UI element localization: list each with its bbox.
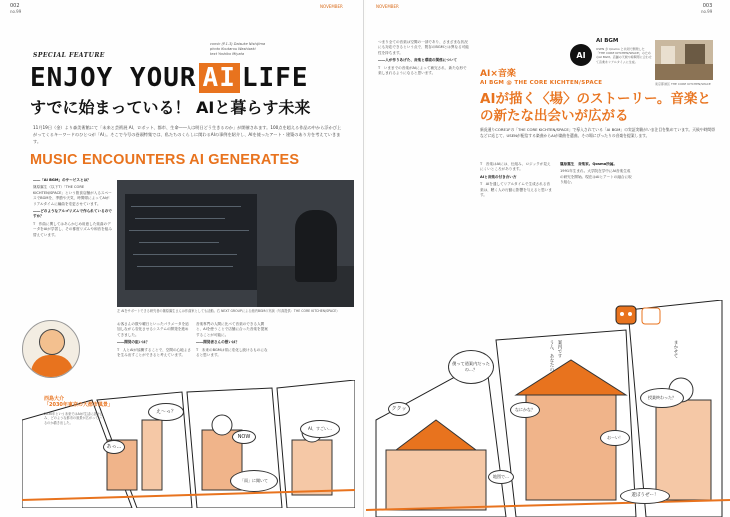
- speech-bubble: AI、すごい…: [300, 420, 340, 438]
- speech-bubble: NOW: [232, 430, 256, 444]
- answer-text: T いままでの音楽がAIによって補完され、新たな形で楽しまれるようになると思います。: [378, 65, 467, 76]
- right-folio-title: [376, 4, 399, 9]
- title-pre: ENJOY YOUR: [30, 63, 197, 93]
- speech-bubble: え〜っ？: [148, 403, 184, 421]
- speech-bubble: 地図で…: [488, 470, 514, 484]
- issue-number: no.99: [10, 9, 22, 14]
- speech-bubble: あっ…: [103, 440, 125, 454]
- profile-text: 1991年生まれ。大学院在学中にAI音楽生成の研究を開始。現在はAIとアートの融合に取り組む。: [560, 169, 632, 185]
- body-text: T 音楽はAIには、仕組み、ロジックが見えにくいところがあります。: [480, 162, 551, 172]
- folio-title: NOVEMBER: [320, 4, 343, 9]
- speech-bubble: ククッ: [388, 402, 410, 416]
- question-text: ――人が作りあげた、音楽と環境の関係について: [378, 58, 457, 63]
- speech-bubble: 授業終わった？: [640, 388, 684, 408]
- question-text: ――「AI BGM」のサービスとは？: [33, 178, 91, 182]
- manga-strip-right: [366, 300, 730, 517]
- ai-bgm-description: USEN が Qosmo と共同で開発した「THE CORE KITCHEN/SPACE」のためのAI BGM。店舗の天候や時間帯に合わせて音楽をリアルタイムに生成。: [596, 47, 652, 64]
- speech-bubble: 僕って道案内だったの…？: [448, 350, 494, 384]
- profile-name: 篠原翼生 音楽家。Qosmo所属。: [560, 162, 618, 166]
- article-heading: AIが描く〈場〉のストーリー。音楽との新たな出会いが広がる: [480, 91, 711, 124]
- venue-caption: 東京都港区 THE CORE KITCHEN/SPACE: [655, 82, 711, 86]
- author-description: 2030年という未来ではAIが生活に溶け込み、どのような都市の風景が広がっているのか描き出した。: [44, 412, 104, 425]
- speech-bubble: 「雨」に聞いて: [230, 470, 278, 492]
- right-folio: [701, 4, 712, 14]
- question-text: ――開発の狙いは？: [117, 340, 150, 345]
- feature-subtitle: すでに始まっている！ AIと暮らす未来: [30, 98, 311, 117]
- answer-text: T 人とAIが協働することで、空間の心地よさを生み出すことができると考えています。: [117, 347, 191, 358]
- question-text: AIと音楽の付き合い方: [480, 174, 517, 179]
- manga-strip-left: [22, 380, 355, 508]
- answer-text: T 未来のBGMは常に変化し続けるものになると思います。: [196, 347, 268, 358]
- feature-title: [30, 63, 308, 93]
- manga-illustration-left: [22, 380, 355, 508]
- question-text: ――どのようなアルゴリズムで作られているのですか？: [33, 209, 112, 219]
- vertical-text: まかせて: [673, 340, 678, 358]
- interview-photo: [117, 180, 354, 307]
- venue-photo: [655, 40, 713, 80]
- answer-text: 篠原翼生（以下T）「THE CORE KICHTEN/SPACE」という飲食店舗が入るスペースでBGMを、季節や天気、時間帯によってAIがリアルタイムに編曲を変更させています。: [33, 185, 112, 206]
- section-subheading: AI BGM @ THE CORE KICHTEN/SPACE: [480, 80, 603, 86]
- manga-illustration-right: [366, 300, 730, 517]
- title-post: LIFE: [241, 63, 309, 93]
- author-portrait: [22, 320, 80, 378]
- vertical-text: うん、あなたの: [549, 340, 554, 372]
- screen-display: [125, 194, 257, 290]
- left-folio-title: [320, 4, 343, 9]
- folio-title: NOVEMBER: [376, 4, 399, 9]
- left-column-3: [196, 322, 270, 382]
- section-heading: AI×音楽: [480, 69, 516, 79]
- issue-number: no.99: [701, 9, 713, 14]
- vertical-text: 案内です: [557, 340, 562, 358]
- feature-lead: 11月19日（金）より森美術館にて「未来と芸術展 AI、ロボット、都市、生命――人は明日どう生きるのか」が開催されます。100点を超える作品の中から浮かび上がってくるキーワードのひとつが「AI」。そこで今号の巻頭特集では、私たちのくらしに関わるAIの事例を紹介し、AIを使ったアート・建築のあり方を考えていきます。: [33, 125, 342, 144]
- page-number: 002: [10, 3, 20, 9]
- body-text: 音楽専門の人間に比べて音楽のできる人間と、AIを使うことで店舗に合った音楽を提案することが可能に。: [196, 322, 268, 337]
- answer-text: T 作曲に関してはあらかじめ用意した楽曲のデータをAIが学習し、その都度リズムや和音を組み替えています。: [33, 221, 112, 237]
- author-work: 「2030年東京の大都市風景」: [44, 402, 113, 408]
- ai-bgm-tag: AI BGM: [596, 38, 619, 44]
- right-column-2: [480, 162, 552, 302]
- speech-bubble: 遊ぼうぜー！: [620, 488, 670, 504]
- speech-bubble: なにかな？: [510, 402, 540, 418]
- left-column-2: [117, 322, 191, 382]
- music-heading: MUSIC ENCOUNTERS AI GENERATES: [30, 152, 300, 168]
- mascot-illustration: [612, 300, 664, 332]
- body-text: つまり全ての音楽は空間の一部であり、さまざまな状況にも対応できるという点で、既存のBGMとは異なる可能性を持ちます。: [378, 40, 469, 55]
- author-name: 西島大介: [44, 396, 65, 402]
- article-lead: 新虎通りCORE1Fの「THE CORE KICHTEN/SPACE」で導入されている「AI BGM」の実証実験がいま注目を集めています。天候や時間帯などに応じて、USENが配信する楽曲からAIが楽曲を選曲。その場にぴったりの音楽を提案します。: [480, 127, 715, 139]
- speech-bubble: おーい！: [600, 430, 630, 446]
- question-text: ――開発者さんの想いは？: [196, 340, 240, 345]
- page-number: 003: [702, 3, 713, 9]
- credit: comic (P.1-3) Daisuke Nishijima photo Koutarou Washizaki text Yoshiko Miyata: [210, 42, 266, 56]
- title-ai: AI: [199, 63, 240, 93]
- left-page: [0, 0, 364, 517]
- left-folio: [10, 4, 21, 14]
- special-feature-label: SPECIAL FEATURE: [33, 52, 105, 59]
- body-text: お客さんの数や曜日といったパラメータを追加しながら変化させるシステムの開発を進めてきました。: [117, 322, 189, 337]
- right-column-3: [560, 162, 632, 272]
- right-column-1: [378, 40, 470, 200]
- ai-bgm-logo: AI: [570, 44, 592, 66]
- photo-caption: 左 AIをサポートできる研究者の篠原翼生さんは作曲家としても活動。右 NEXT GROUPによる館内BGMの実演（写真提供：THE CORE KITCHEN/SPACE）: [117, 309, 340, 313]
- person-figure: [295, 210, 337, 282]
- answer-text: T AIを通してリアルタイムで生成される音楽は、聴く人の行動に影響を与えると思います。: [480, 182, 552, 198]
